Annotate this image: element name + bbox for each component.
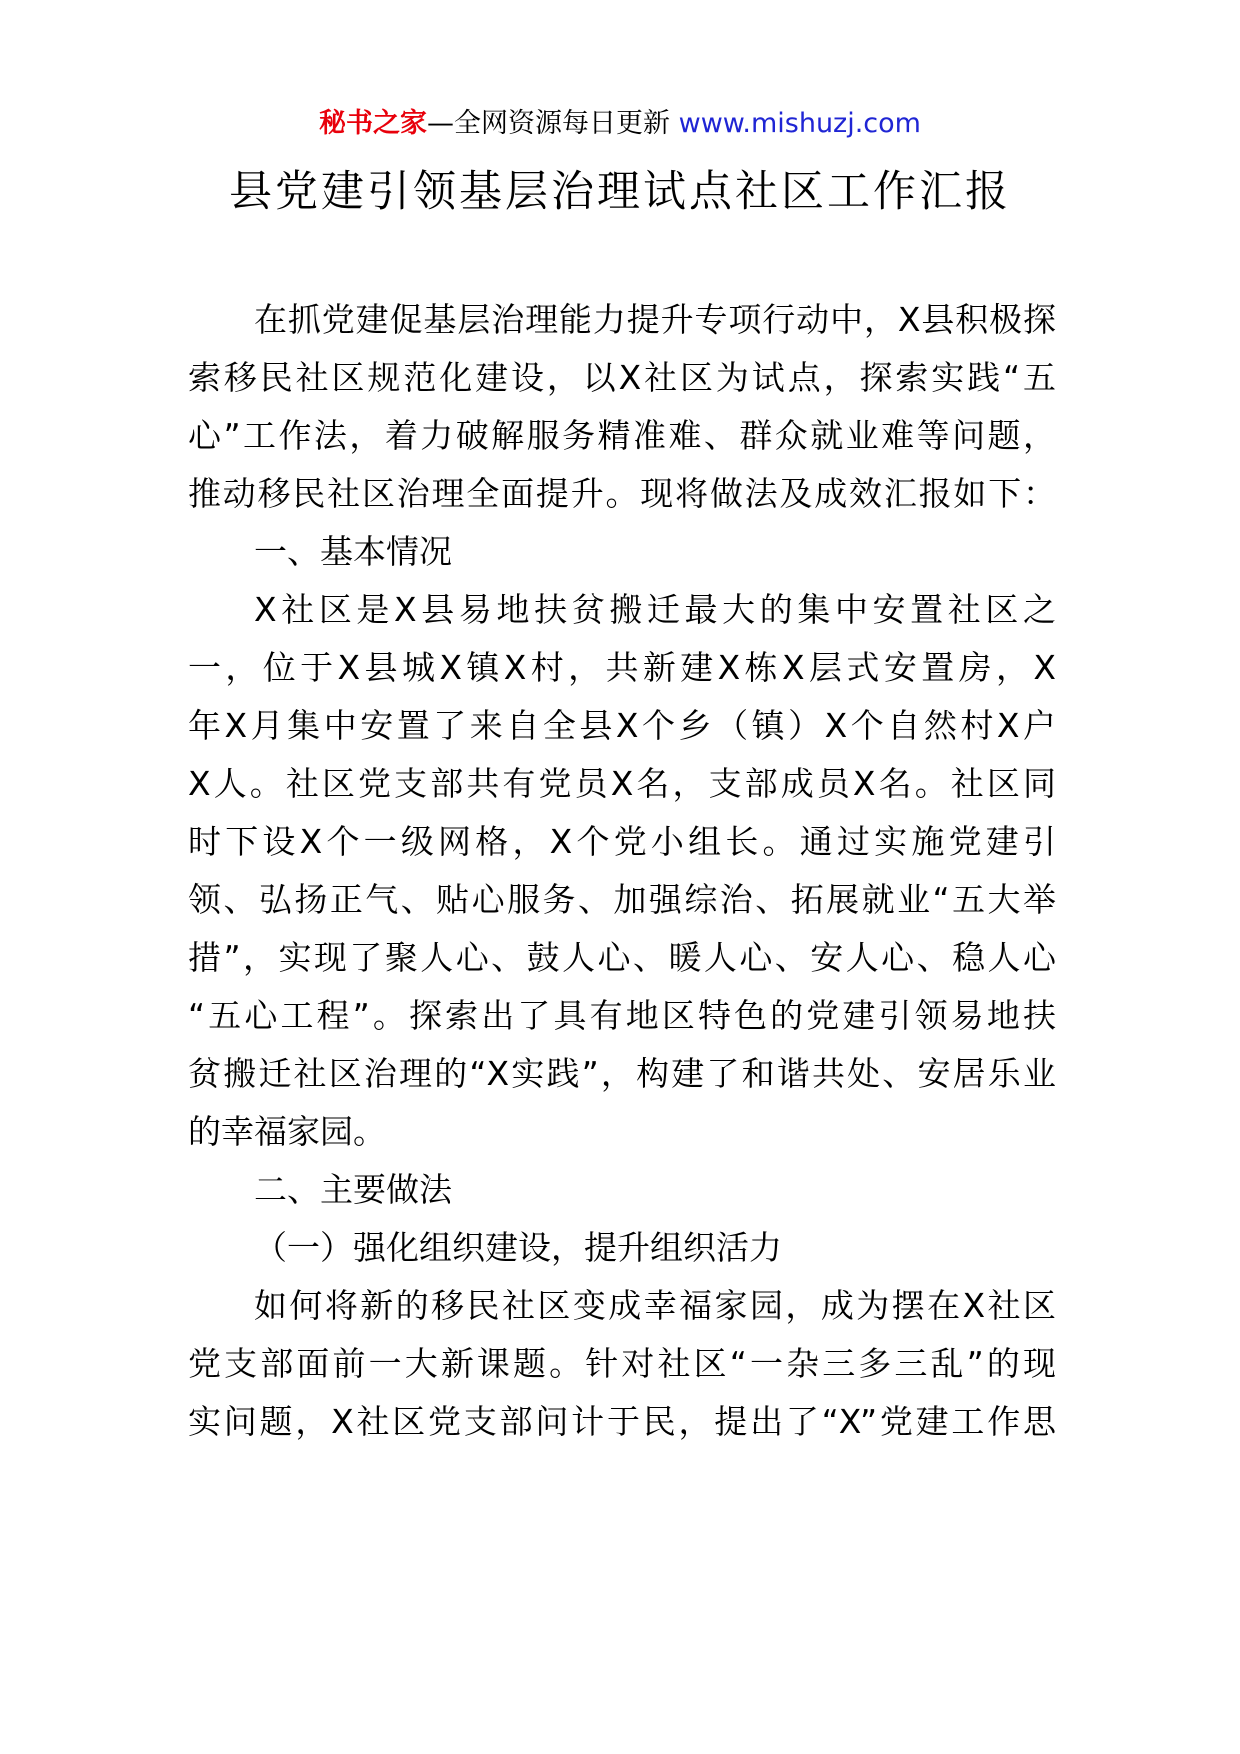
section-heading: 二、主要做法 (254, 1170, 452, 1209)
paragraph-line: 贫搬迁社区治理的“X实践”，构建了和谐共处、安居乐业 (188, 1054, 1056, 1093)
paragraph-line: 的幸福家园。 (188, 1112, 386, 1151)
paragraph-line: 在抓党建促基层治理能力提升专项行动中，X县积极探 (254, 300, 1056, 339)
brand-name: 秘书之家 (319, 108, 428, 139)
paragraph-line: 实问题，X社区党支部问计于民，提出了“X”党建工作思 (188, 1402, 1056, 1441)
paragraph-line: 索移民社区规范化建设，以X社区为试点，探索实践“五 (188, 358, 1056, 397)
document-title: 县党建引领基层治理试点社区工作汇报 (229, 167, 1011, 217)
document-body (188, 291, 1056, 1451)
paragraph-line: “五心工程”。探索出了具有地区特色的党建引领易地扶 (188, 996, 1056, 1035)
subsection-heading: （一）强化组织建设，提升组织活力 (254, 1228, 782, 1267)
paragraph-line: 一，位于X县城X镇X村，共新建X栋X层式安置房，X (188, 648, 1056, 687)
paragraph-line: 年X月集中安置了来自全县X个乡（镇）X个自然村X户 (188, 706, 1056, 745)
watermark-header (0, 100, 1240, 148)
paragraph-line: X社区是X县易地扶贫搬迁最大的集中安置社区之 (254, 590, 1056, 629)
paragraph-line: 心”工作法，着力破解服务精准难、群众就业难等问题， (188, 416, 1056, 455)
paragraph-line: 党支部面前一大新课题。针对社区“一杂三多三乱”的现 (188, 1344, 1056, 1383)
paragraph-line: 措”，实现了聚人心、鼓人心、暖人心、安人心、稳人心 (188, 938, 1056, 977)
section-heading: 一、基本情况 (254, 532, 452, 571)
site-url-link[interactable]: www.mishuzj.com (678, 108, 921, 139)
paragraph-line: 领、弘扬正气、贴心服务、加强综治、拓展就业“五大举 (188, 880, 1056, 919)
paragraph-line: 时下设X个一级网格，X个党小组长。通过实施党建引 (188, 822, 1056, 861)
paragraph-line: 如何将新的移民社区变成幸福家园，成为摆在X社区 (254, 1286, 1056, 1325)
paragraph-line: X人。社区党支部共有党员X名，支部成员X名。社区同 (188, 764, 1056, 803)
paragraph-line: 推动移民社区治理全面提升。现将做法及成效汇报如下： (188, 474, 1056, 513)
header-tagline: —全网资源每日更新 (427, 108, 671, 139)
